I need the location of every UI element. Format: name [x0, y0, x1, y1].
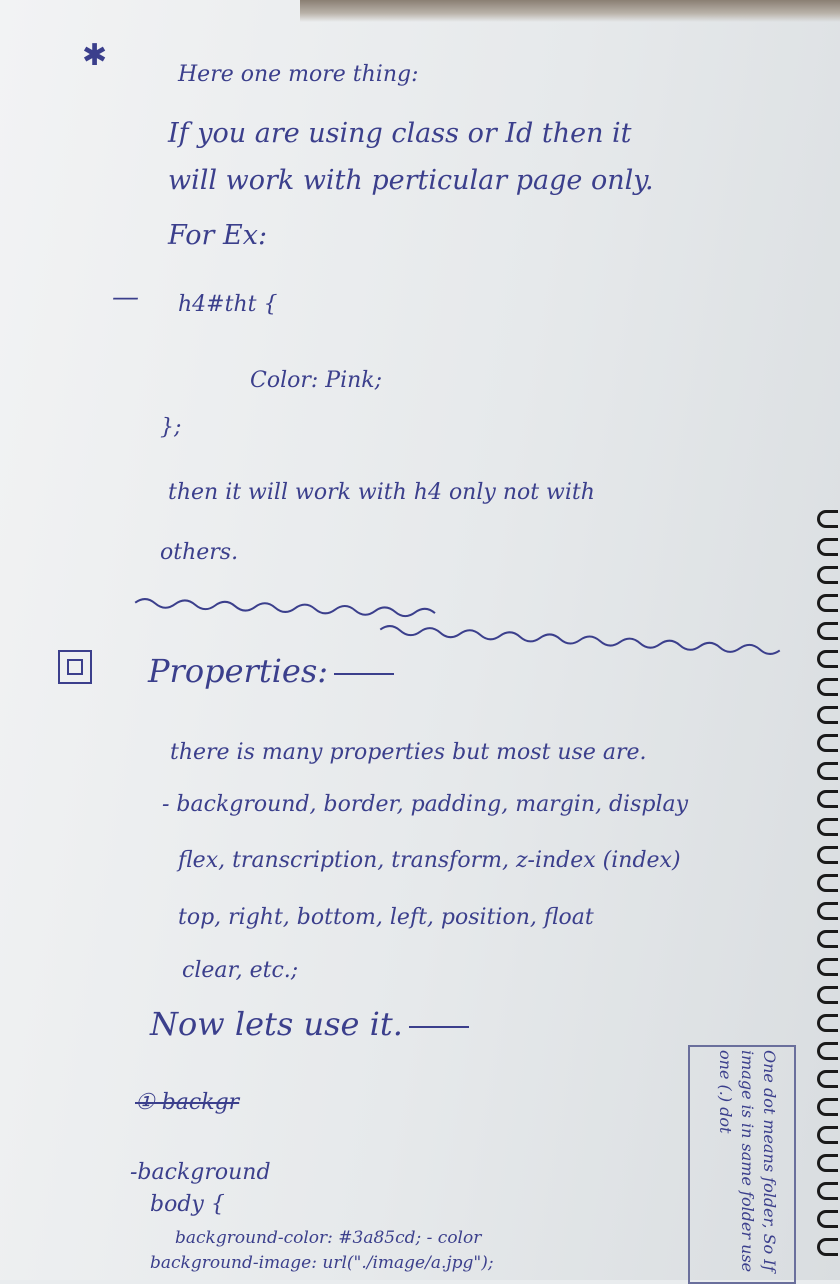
- star-icon: ✱: [82, 38, 108, 73]
- page-top-edge: [300, 0, 840, 22]
- struck-heading: ① backgr: [135, 1090, 240, 1115]
- checkbox-icon: [58, 650, 92, 684]
- properties-heading: Properties:: [148, 652, 394, 690]
- note-line-6: others.: [160, 540, 239, 565]
- properties-line-6: Now lets use it.: [150, 1005, 469, 1043]
- code-selector: h4#tht {: [178, 292, 278, 317]
- note-line-4: For Ex:: [168, 220, 268, 251]
- sub-heading: -background: [130, 1160, 271, 1185]
- spiral-binding: [814, 500, 840, 1280]
- properties-line-2: - background, border, padding, margin, display: [162, 792, 689, 817]
- dash-mark: —: [112, 282, 139, 313]
- code-line-1: body {: [150, 1192, 225, 1217]
- note-line-3: will work with perticular page only.: [168, 165, 654, 196]
- code-property: Color: Pink;: [250, 368, 383, 393]
- note-line-1: Here one more thing:: [178, 62, 419, 87]
- code-line-3: background-image: url("./image/a.jpg");: [150, 1253, 494, 1273]
- properties-line-4: top, right, bottom, left, position, float: [178, 905, 594, 930]
- properties-line-1: there is many properties but most use are.: [170, 740, 647, 765]
- side-note: One dot means folder, So If image is in same folder use one (.) dot: [716, 1050, 779, 1273]
- properties-line-3: flex, transcription, transform, z-index (index): [178, 848, 681, 873]
- note-line-5: then it will work with h4 only not with: [168, 480, 595, 505]
- code-close: };: [160, 415, 182, 440]
- properties-line-5: clear, etc.;: [182, 958, 299, 983]
- note-line-2: If you are using class or Id then it: [168, 118, 632, 149]
- code-line-2: background-color: #3a85cd; - color: [175, 1228, 482, 1248]
